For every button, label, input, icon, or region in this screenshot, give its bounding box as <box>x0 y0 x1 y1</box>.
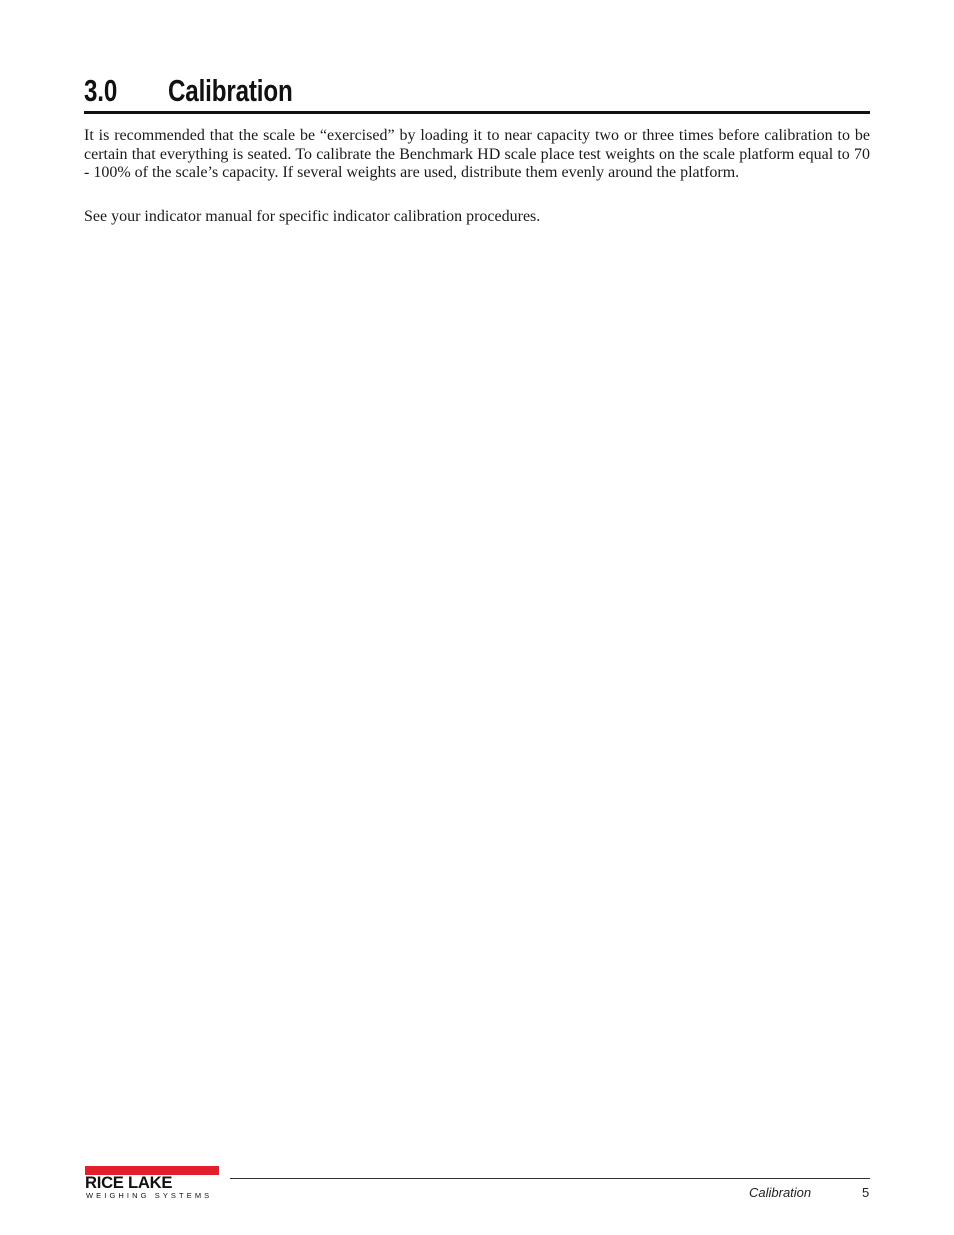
section-heading <box>84 70 870 114</box>
section-number: 3.0 <box>84 73 118 108</box>
section-title: Calibration <box>168 73 293 108</box>
rice-lake-logo <box>85 1166 221 1202</box>
footer-rule <box>230 1178 870 1179</box>
body-paragraph-indicator-manual: See your indicator manual for specific indicator calibration procedures. <box>84 208 541 225</box>
logo-name: RICE LAKE <box>85 1173 173 1192</box>
body-paragraph-exercise-scale: It is recommended that the scale be “exercised” by loading it to near capacity two or three times before calibration to be certain that everything is seated. To calibrate the Benchmark HD scale place test weights on the scale platform equal to 70 - 100% of the scale’s capacity. If several weights are used, distribute them evenly around the platform. <box>84 127 870 182</box>
footer-section-name: Calibration <box>749 1185 812 1200</box>
footer-page-number: 5 <box>862 1185 870 1200</box>
logo-tagline: WEIGHING SYSTEMS <box>86 1191 213 1200</box>
